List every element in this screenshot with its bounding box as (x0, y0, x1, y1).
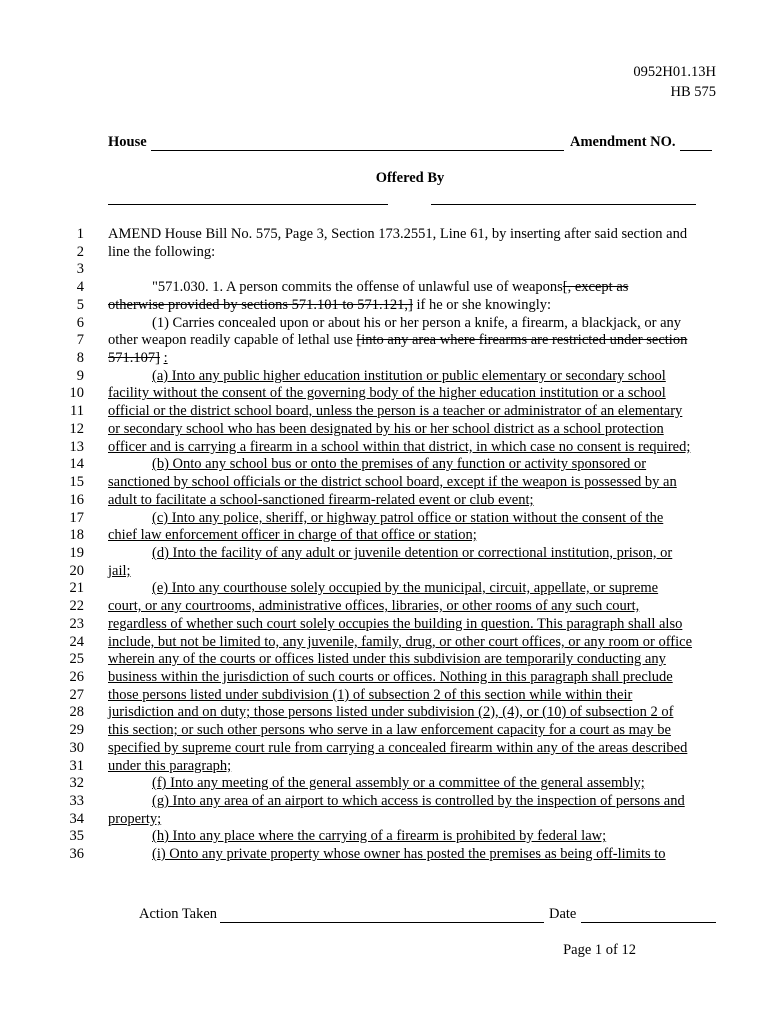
line-number: 32 (69, 775, 84, 791)
line-number: 14 (69, 456, 84, 472)
inserted-text: (g) Into any area of an airport to which access is controlled by the inspection of persons and (152, 793, 685, 809)
line-text (108, 439, 690, 456)
house-label: House (108, 134, 147, 150)
text-segment: (1) Carries concealed upon or about his or her person a knife, a firearm, a blackjack (152, 315, 638, 331)
inserted-text: chief law enforcement officer in charge of that office or station; (108, 527, 477, 543)
line-number: 8 (76, 350, 84, 366)
inserted-text: (b) Onto any school bus or onto the premises of any function or activity sponsored or (152, 456, 647, 472)
deleted-text: otherwise provided by sections 571.101 to 571.121,] (108, 297, 413, 313)
line-text (108, 545, 672, 562)
text-segment: AMEND House Bill No. 575, Page 3, Section 173.2551, Line 61, by inserting after said section and (108, 226, 688, 242)
line-number: 18 (69, 527, 84, 543)
line-text (108, 403, 682, 420)
line-number: 3 (76, 261, 84, 277)
line-text (108, 634, 692, 651)
inserted-text: include, but not be limited to, any juvenile, family, drug, or other court offices, or any room or office (108, 634, 693, 650)
line-text (108, 563, 131, 580)
line-text (108, 687, 632, 704)
line-number: 31 (69, 758, 84, 774)
offered-by-label: Offered By (375, 170, 445, 186)
line-text (108, 315, 681, 332)
line-text (108, 722, 671, 739)
line-text (108, 616, 682, 633)
offered-by-line-right (431, 204, 696, 205)
line-number: 21 (69, 580, 84, 596)
text-segment: line the following: (108, 244, 216, 260)
inserted-text: business within the jurisdiction of such courts or offices. Nothing in this paragraph shall preclude (108, 669, 673, 685)
line-text (108, 846, 666, 863)
line-number: 7 (76, 332, 84, 348)
line-number: 2 (76, 244, 84, 260)
line-number: 17 (69, 510, 84, 526)
line-number: 29 (69, 722, 84, 738)
line-number: 30 (69, 740, 84, 756)
line-text (108, 775, 645, 792)
line-number: 20 (69, 563, 84, 579)
bill-number: HB 575 (670, 84, 716, 100)
action-taken-line (220, 922, 544, 923)
inserted-text: facility without the consent of the governing body of the higher education institution or a school (108, 385, 666, 401)
line-text (108, 492, 534, 509)
line-text (108, 297, 551, 314)
line-number: 33 (69, 793, 84, 809)
inserted-text: property; (108, 811, 162, 827)
inserted-text: , (637, 315, 641, 331)
amendment-no-field-line (680, 150, 712, 151)
line-number: 27 (69, 687, 84, 703)
inserted-text: (h) Into any place where the carrying of a firearm is prohibited by federal law; (152, 828, 607, 844)
inserted-text: jurisdiction and on duty; those persons listed under subdivision (2), (4), or (10) of subsection 2 of (108, 704, 674, 720)
line-number: 19 (69, 545, 84, 561)
line-text (108, 385, 666, 402)
text-segment: or any (640, 315, 682, 331)
inserted-text: wherein any of the courts or offices listed under this subdivision are temporarily conducting any (108, 651, 666, 667)
action-taken-label: Action Taken (139, 906, 218, 922)
line-text (108, 598, 639, 615)
inserted-text: (i) Onto any private property whose owner has posted the premises as being off-limits to (152, 846, 666, 862)
inserted-text: under this paragraph; (108, 758, 232, 774)
inserted-text: regardless of whether such court solely occupies the building in question. This paragraph shall also (108, 616, 683, 632)
line-number: 4 (76, 279, 84, 295)
line-text (108, 651, 666, 668)
inserted-text: (d) Into the facility of any adult or juvenile detention or correctional institution, prison, or (152, 545, 673, 561)
inserted-text: (c) Into any police, sheriff, or highway patrol office or station without the consent of the (152, 510, 664, 526)
line-text (108, 244, 215, 261)
text-segment: "571.030. 1. A person commits the offense of unlawful use of weapons (152, 279, 563, 295)
line-number: 16 (69, 492, 84, 508)
deleted-text: [, except as (562, 279, 629, 295)
inserted-text: those persons listed under subdivision (1) of subsection 2 of this section while within their (108, 687, 633, 703)
line-text (108, 279, 628, 296)
inserted-text: (a) Into any public higher education institution or public elementary or secondary school (152, 368, 666, 384)
inserted-text: : (163, 350, 168, 366)
line-text (108, 510, 663, 527)
text-segment: if he or she knowingly: (412, 297, 552, 313)
text-segment: other weapon readily capable of lethal use (108, 332, 357, 348)
line-number: 9 (76, 368, 84, 384)
line-text (108, 793, 685, 810)
line-number: 26 (69, 669, 84, 685)
line-number: 5 (76, 297, 84, 313)
inserted-text: (f) Into any meeting of the general assembly or a committee of the general assembly; (152, 775, 645, 791)
offered-by-line-left (108, 204, 388, 205)
line-number: 15 (69, 474, 84, 490)
line-text (108, 350, 168, 367)
inserted-text: or secondary school who has been designated by his or her school district as a school protection (108, 421, 664, 437)
line-text (108, 368, 666, 385)
inserted-text: specified by supreme court rule from carrying a concealed firearm within any of the areas described (108, 740, 688, 756)
line-number: 13 (69, 439, 84, 455)
line-text (108, 811, 161, 828)
line-number: 6 (76, 315, 84, 331)
page-number: Page 1 of 12 (563, 942, 636, 958)
line-number: 36 (69, 846, 84, 862)
line-number: 10 (69, 385, 84, 401)
inserted-text: (e) Into any courthouse solely occupied by the municipal, circuit, appellate, or supreme (152, 580, 659, 596)
inserted-text: official or the district school board, unless the person is a teacher or administrator of an elementary (108, 403, 683, 419)
inserted-text: officer and is carrying a firearm in a school within that district, in which case no consent is required; (108, 439, 691, 455)
line-number: 24 (69, 634, 84, 650)
inserted-text: court, or any courtrooms, administrative offices, libraries, or other rooms of any such court, (108, 598, 640, 614)
line-text (108, 740, 687, 757)
line-number: 35 (69, 828, 84, 844)
line-text (108, 758, 231, 775)
line-text (108, 828, 606, 845)
inserted-text: jail; (108, 563, 131, 579)
line-text (108, 527, 477, 544)
line-text (108, 474, 677, 491)
deleted-text: [into any area where firearms are restricted under section (356, 332, 688, 348)
line-text (108, 669, 673, 686)
inserted-text: this section; or such other persons who serve in a law enforcement capacity for a court as may be (108, 722, 671, 738)
date-label: Date (549, 906, 577, 922)
date-line (581, 922, 716, 923)
document-id: 0952H01.13H (633, 64, 716, 80)
line-number: 22 (69, 598, 84, 614)
line-text (108, 226, 687, 243)
line-number: 1 (76, 226, 84, 242)
line-number: 25 (69, 651, 84, 667)
line-text (108, 704, 673, 721)
line-number: 34 (69, 811, 84, 827)
line-text (108, 580, 658, 597)
inserted-text: sanctioned by school officials or the district school board, except if the weapon is possessed by an (108, 474, 677, 490)
line-text (108, 332, 687, 349)
line-number: 23 (69, 616, 84, 632)
line-text (108, 456, 646, 473)
deleted-text: 571.107] (108, 350, 160, 366)
amendment-no-label: Amendment NO. (570, 134, 676, 150)
inserted-text: adult to facilitate a school-sanctioned firearm-related event or club event; (108, 492, 534, 508)
line-number: 12 (69, 421, 84, 437)
line-number: 11 (70, 403, 84, 419)
line-text (108, 421, 664, 438)
house-field-line (151, 150, 564, 151)
line-number: 28 (69, 704, 84, 720)
